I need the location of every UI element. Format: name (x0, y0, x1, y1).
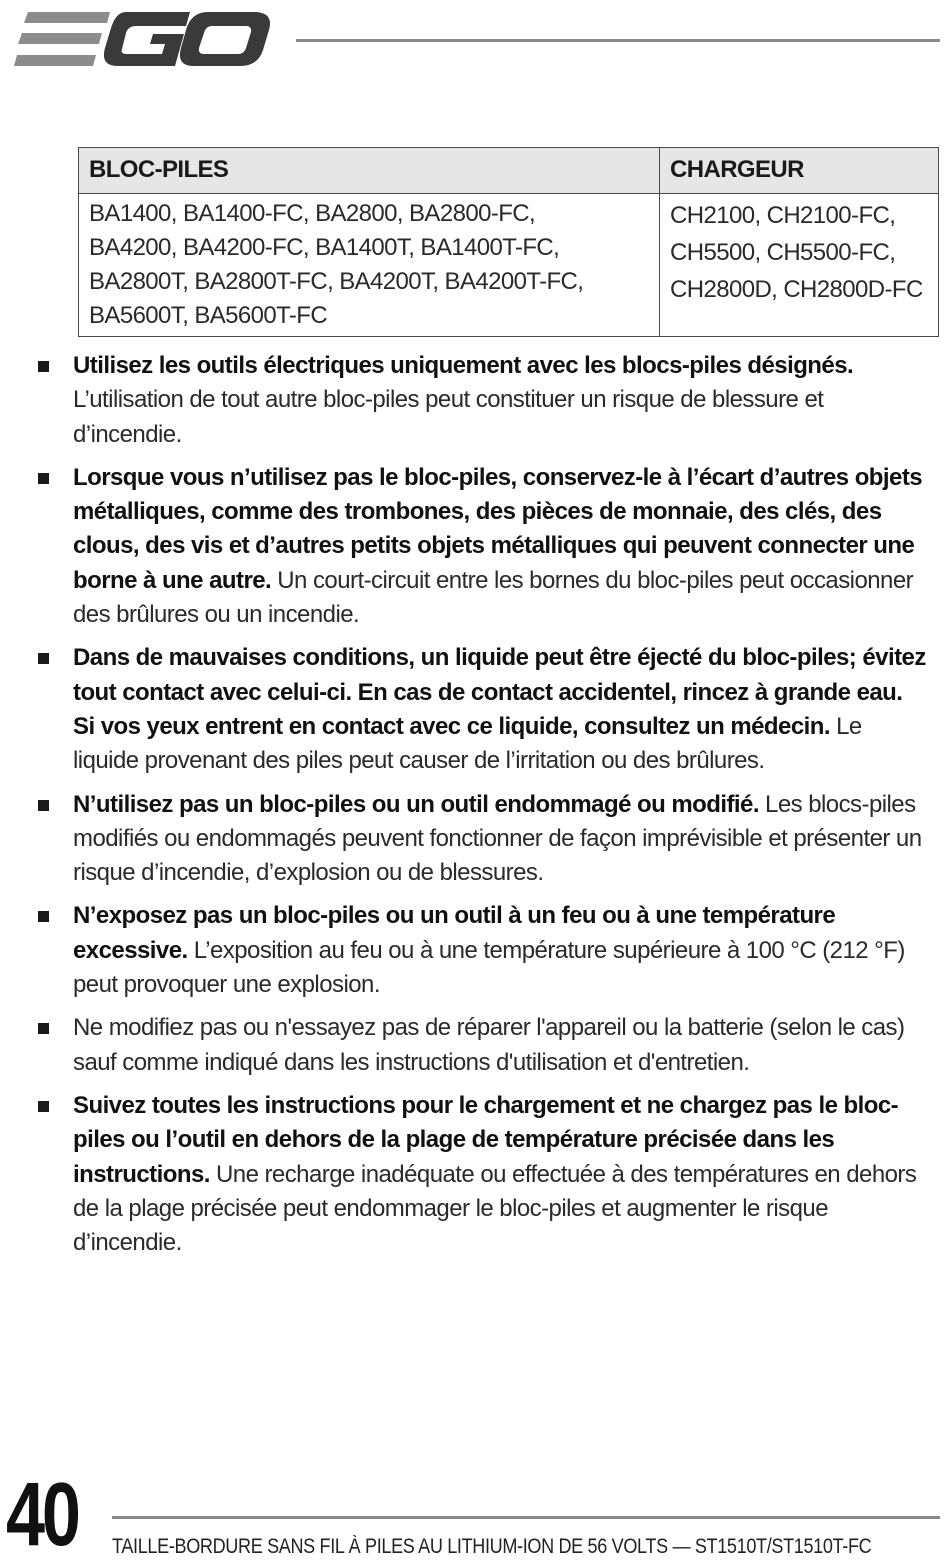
warning-text: L’utilisation de tout autre bloc-piles peut constituer un risque de blessure et d’incendie. (73, 386, 824, 448)
list-item (38, 1011, 928, 1080)
warning-bold-text: Lorsque vous n’utilisez pas le bloc-piles, conservez-le à l’écart d’autres objets métalliques, comme des trombones, des pièces de monnaie, des clés, des clous, des vis et d’autres petits objets métalliques qui peuvent connecter une borne à une autre. (73, 463, 923, 594)
list-item (38, 461, 928, 632)
warning-text: L’exposition au feu ou à une température supérieure à 100 °C (212 °F) peut provoquer une explosion. (73, 936, 905, 999)
table-header-row (79, 148, 939, 194)
list-item (38, 788, 928, 891)
footer-rule (112, 1516, 940, 1519)
warning-text: Une recharge inadéquate ou effectuée à des températures en dehors de la plage précisée peut endommager le bloc-piles et augmenter le risque d’incendie. (73, 1160, 917, 1257)
warning-text: Les blocs-piles modifiés ou endommagés peuvent fonctionner de façon imprévisible et présenter un risque d’incendie, d’explosion ou de blessures. (73, 790, 922, 887)
compatibility-table (78, 147, 939, 337)
warning-bold-text: Suivez toutes les instructions pour le chargement et ne chargez pas le bloc-piles ou l’outil en dehors de la plage de température précisée dans les instructions. (73, 1091, 899, 1188)
list-item (38, 1089, 928, 1260)
battery-line: BA5600T, BA5600T-FC (89, 302, 328, 329)
list-item (38, 641, 928, 778)
header-rule (296, 39, 940, 42)
battery-line: BA1400, BA1400-FC, BA2800, BA2800-FC, (89, 200, 536, 227)
chargers-cell (660, 194, 939, 337)
list-item (38, 899, 928, 1002)
ego-logo (14, 10, 270, 68)
header-chargers: CHARGEUR (660, 148, 939, 194)
charger-line: CH2100, CH2100-FC, (670, 202, 896, 229)
warning-bold-text: N’exposez pas un bloc-piles ou un outil à un feu ou à une température excessive. (73, 902, 836, 964)
bullet-square-icon (38, 653, 49, 664)
battery-line: BA4200, BA4200-FC, BA1400T, BA1400T-FC, (89, 234, 560, 261)
bullet-square-icon (38, 1023, 49, 1034)
bullet-square-icon (38, 911, 49, 922)
warning-bold-text: Utilisez les outils électriques uniquement avec les blocs-piles désignés. (73, 352, 854, 379)
charger-line: CH5500, CH5500-FC, (670, 239, 896, 266)
page-number: 40 (6, 1465, 78, 1565)
warning-bold-text: Dans de mauvaises conditions, un liquide peut être éjecté du bloc-piles; évitez tout contact avec celui-ci. En cas de contact accidentel, rincez à grande eau. Si vos yeux entrent en contact avec ce liquide, consultez un médecin. (73, 644, 926, 740)
table-row (79, 194, 939, 337)
warning-text: Un court-circuit entre les bornes du bloc-piles peut occasionner des brûlures ou un incendie. (73, 566, 914, 629)
header-batteries: BLOC-PILES (79, 148, 660, 194)
battery-line: BA2800T, BA2800T-FC, BA4200T, BA4200T-FC, (89, 268, 584, 295)
list-item (38, 349, 928, 452)
bullet-square-icon (38, 1101, 49, 1112)
safety-warnings-list (38, 349, 928, 1269)
bullet-square-icon (38, 473, 49, 484)
warning-bold-text: N’utilisez pas un bloc-piles ou un outil endommagé ou modifié. (73, 790, 759, 818)
bullet-square-icon (38, 361, 49, 372)
warning-text: Ne modifiez pas ou n'essayez pas de réparer l'appareil ou la batterie (selon le cas) sauf comme indiqué dans les instructions d'utilisation et d'entretien. (73, 1014, 905, 1076)
footer-title: TAILLE-BORDURE SANS FIL À PILES AU LITHIUM-ION DE 56 VOLTS — ST1510T/ST1510T-FC (112, 1535, 872, 1558)
warning-text: Le liquide provenant des piles peut causer de l’irritation ou des brûlures. (73, 712, 862, 775)
batteries-cell (79, 194, 660, 337)
bullet-square-icon (38, 800, 49, 811)
charger-line: CH2800D, CH2800D-FC (670, 276, 923, 303)
